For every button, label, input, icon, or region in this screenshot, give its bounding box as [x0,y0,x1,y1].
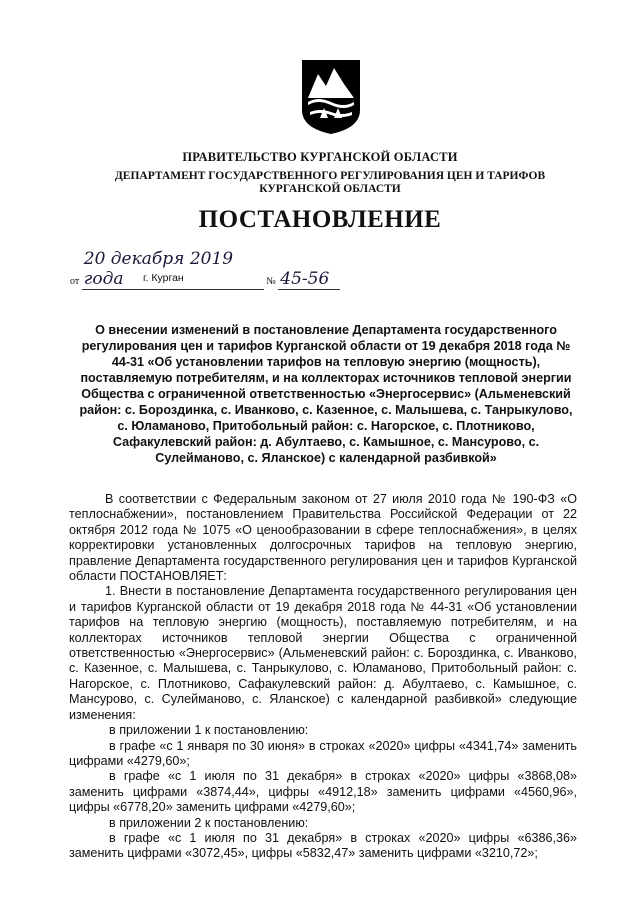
date-line [70,249,340,290]
change-paragraph-2: в графе «с 1 июля по 31 декабря» в строках «2020» цифры «3868,08» заменить цифрами «3874,44», цифры «4912,18» заменить цифрами «4560,96», цифры «6778,20» заменить цифрами «4279,60»; [69,769,577,815]
department-name: ДЕПАРТАМЕНТ ГОСУДАРСТВЕННОГО РЕГУЛИРОВАНИЯ ЦЕН И ТАРИФОВ КУРГАНСКОЙ ОБЛАСТИ [114,170,546,195]
from-label: от [70,276,80,287]
change-paragraph-1: в графе «с 1 января по 30 июня» в строках «2020» цифры «4341,74» заменить цифрами «4279,60»; [69,738,577,768]
handwritten-number: 45-56 [280,269,330,289]
appendix-2-heading: в приложении 2 к постановлению: [109,815,309,830]
subject-heading: О внесении изменений в постановление Департамента государственного регулирования цен и тарифов Курганской области от 19 декабря 2018 года № 44-31 «Об установлении тарифов на тепловую энергию (мощность), поставляемую потребителям, и на коллекторах источников тепловой энергии Общества с ограниченной ответственностью «Энергосервис» (Альменевский район: с. Бороздинка, с. Иванково, с. Казенное, с. Малышева, с. Танрыкулово, с. Юламаново, Притобольный район: с. Нагорское, с. Плотниково, Сафакулевский район: д. Абултаево, с. Камышное, с. Мансурово, с. Сулейманово, с. Яланское) с календарной разбивкой» [79,323,573,465]
item-1-paragraph: 1. Внести в постановление Департамента государственного регулирования цен и тарифов Курганской области от 19 декабря 2018 года № 44-31 «Об установлении тарифов на тепловую энергию (мощность), поставляемую потребителям, и на коллекторах источников тепловой энергии Общества с ограниченной ответственностью «Энергосервис» (Альменевский район: с. Бороздинка, с. Иванково, с. Казенное, с. Малышева, с. Танрыкулово, с. Юламаново, Притобольный район: с. Нагорское, с. Плотниково, Сафакулевский район: д. Абултаево, с. Камышное, с. Мансурово, с. Сулейманово, с. Яланское) с календарной разбивкой» следующие изменения: [69,584,577,722]
number-label: № [266,276,276,287]
city-label: г. Курган [143,272,184,284]
document-body [69,492,577,862]
coat-of-arms-emblem [298,58,364,136]
appendix-1-heading: в приложении 1 к постановлению: [109,723,309,738]
document-title: ПОСТАНОВЛЕНИЕ [198,206,442,233]
government-name: ПРАВИТЕЛЬСТВО КУРГАНСКОЙ ОБЛАСТИ [182,150,458,164]
preamble-paragraph: В соответствии с Федеральным законом от 27 июля 2010 года № 190-ФЗ «О теплоснабжении», постановлением Правительства Российской Федерации от 22 октября 2012 года № 1075 «О ценообразовании в сфере теплоснабжения», в целях корректировки установленных долгосрочных тарифов на тепловую энергию, правление Департамента государственного регулирования цен и тарифов Курганской области ПОСТАНОВЛЯЕТ: [69,492,577,584]
change-paragraph-3: в графе «с 1 июля по 31 декабря» в строках «2020» цифры «6386,36» заменить цифрами «3072,45», цифры «5832,47» заменить цифрами «3210,72»; [69,830,577,861]
number-underline [278,269,340,290]
handwritten-date: 20 декабря 2019 года [83,249,234,289]
